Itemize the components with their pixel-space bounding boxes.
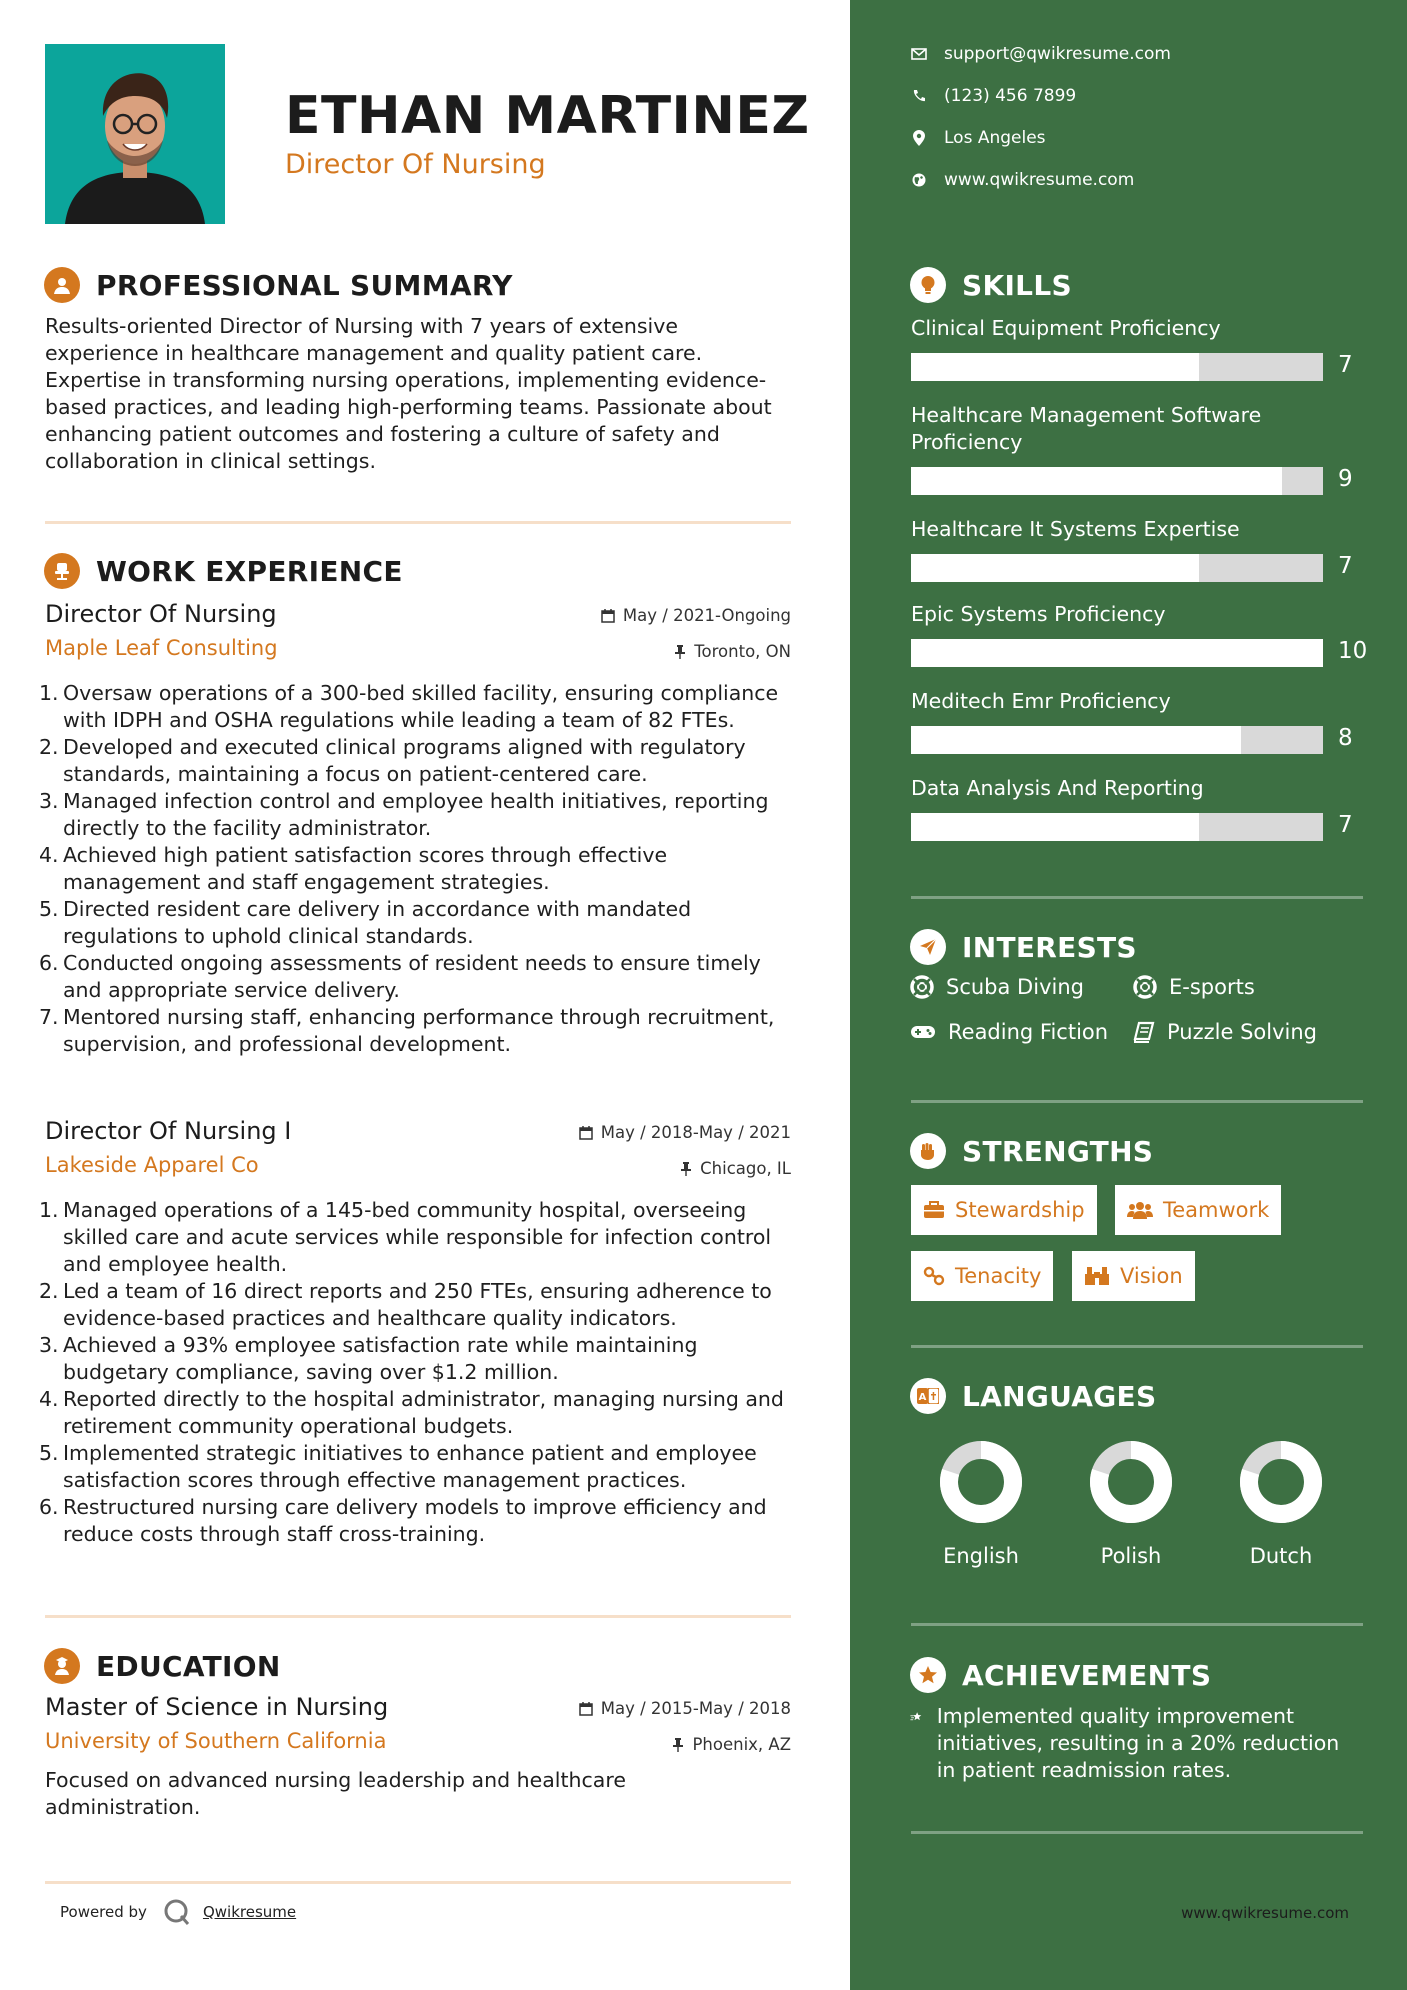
education-location: Phoenix, AZ — [672, 1735, 791, 1754]
divider — [45, 1615, 791, 1618]
job-title: Director Of Nursing I — [45, 1117, 292, 1145]
experience-heading — [44, 553, 403, 589]
skill-value: 8 — [1338, 725, 1353, 751]
skill-name: Epic Systems Proficiency — [911, 602, 1166, 626]
pin-icon — [674, 645, 686, 659]
contact-website[interactable]: www.qwikresume.com — [910, 170, 1134, 190]
skill-bar-fill — [911, 726, 1241, 754]
job-company: Lakeside Apparel Co — [45, 1153, 259, 1177]
skill-item — [911, 516, 1361, 579]
skill-name: Meditech Emr Proficiency — [911, 689, 1171, 713]
lifebuoy-icon — [1133, 975, 1157, 999]
candidate-name: ETHAN MARTINEZ — [285, 86, 810, 146]
job-dates: May / 2021-Ongoing — [601, 606, 791, 625]
language-ring — [939, 1440, 1023, 1524]
interest-item: Reading Fiction — [910, 1020, 1108, 1044]
education-entry — [45, 1693, 791, 1765]
section-title: SKILLS — [962, 268, 1072, 302]
section-title: ACHIEVEMENTS — [962, 1658, 1212, 1692]
skill-name: Healthcare Management Software Proficiency — [911, 403, 1262, 454]
svg-text:A: A — [918, 1392, 927, 1403]
globe-icon — [910, 171, 928, 189]
skill-name: Data Analysis And Reporting — [911, 776, 1204, 800]
job-bullets — [39, 680, 791, 1058]
calendar-icon — [579, 1702, 593, 1716]
skill-item — [911, 601, 1368, 664]
section-title: STRENGTHS — [962, 1134, 1154, 1168]
skill-item — [911, 775, 1361, 838]
language-item — [1076, 1440, 1186, 1568]
education-description: Focused on advanced nursing leadership and healthcare administration. — [45, 1768, 626, 1819]
education-heading — [44, 1648, 281, 1684]
briefcase-icon — [923, 1201, 945, 1219]
list-item: 3. Achieved a 93% employee satisfaction rate while maintaining budgetary compliance, saving over $1.2 million. — [39, 1333, 698, 1384]
language-label: English — [943, 1544, 1019, 1568]
list-item: 4. Reported directly to the hospital administrator, managing nursing and retirement community operational budgets. — [39, 1387, 784, 1438]
divider — [911, 1831, 1363, 1834]
avatar — [45, 44, 225, 224]
divider — [911, 1100, 1363, 1103]
list-item: 1. Oversaw operations of a 300-bed skilled facility, ensuring compliance with IDPH and OSHA regulations while leading a team of 82 FTEs. — [39, 681, 779, 732]
gamepad-icon — [910, 1023, 936, 1041]
skill-bar-fill — [911, 554, 1199, 582]
interest-item: E-sports — [1133, 975, 1255, 999]
graduate-icon — [44, 1648, 80, 1684]
book-icon — [1133, 1021, 1155, 1043]
summary-text: Results-oriented Director of Nursing with 7 years of extensive experience in healthcare management and quality patient care. Expertise in transforming nursing operations, implementing evidence-based practices, and leading high-performing teams. Passionate about enhancing patient outcomes and fostering a culture of safety and collaboration in clinical settings. — [45, 314, 772, 473]
skill-value: 7 — [1338, 352, 1353, 378]
sidebar — [850, 0, 1407, 1990]
skill-name: Healthcare It Systems Expertise — [911, 517, 1240, 541]
language-ring — [1089, 1440, 1173, 1524]
skill-bar — [911, 554, 1323, 582]
translate-icon — [910, 1378, 946, 1414]
languages-heading — [910, 1378, 1156, 1414]
skill-item — [911, 315, 1361, 378]
skill-bar-fill — [911, 467, 1282, 495]
map-marker-icon — [910, 129, 928, 147]
strength-badge: Tenacity — [911, 1251, 1053, 1301]
brand-link[interactable]: Qwikresume — [202, 1903, 297, 1921]
qwikresume-logo-icon — [163, 1898, 191, 1926]
paper-plane-icon — [910, 929, 946, 965]
strength-badge: Vision — [1072, 1251, 1195, 1301]
list-item: 2. Developed and executed clinical programs aligned with regulatory standards, maintaining a focus on patient-centered care. — [39, 735, 746, 786]
lifebuoy-icon — [910, 975, 934, 999]
job-company: Maple Leaf Consulting — [45, 636, 278, 660]
job-title: Director Of Nursing — [45, 600, 277, 628]
list-item: 7. Mentored nursing staff, enhancing performance through recruitment, supervision, and professional development. — [39, 1005, 775, 1056]
strength-badge: Stewardship — [911, 1185, 1097, 1235]
list-item: 5. Directed resident care delivery in accordance with mandated regulations to uphold clinical standards. — [39, 897, 692, 948]
job-dates: May / 2018-May / 2021 — [579, 1123, 791, 1142]
pin-icon — [680, 1162, 692, 1176]
list-item: 2. Led a team of 16 direct reports and 250 FTEs, ensuring adherence to evidence-based practices and healthcare quality indicators. — [39, 1279, 772, 1330]
envelope-icon — [910, 45, 928, 63]
calendar-icon — [601, 609, 615, 623]
list-item: 1. Managed operations of a 145-bed community hospital, overseeing skilled care and acute services while responsible for infection control and employee health. — [39, 1198, 772, 1276]
strengths-heading — [910, 1133, 1153, 1169]
skill-bar-fill — [911, 813, 1199, 841]
users-icon — [1127, 1201, 1153, 1219]
language-label: Dutch — [1249, 1544, 1313, 1568]
star-badge-icon — [910, 1657, 946, 1693]
job-location: Chicago, IL — [680, 1159, 791, 1178]
section-title: INTERESTS — [962, 930, 1137, 964]
profile-photo — [45, 44, 225, 224]
list-item: 3. Managed infection control and employee health initiatives, reporting directly to the facility administrator. — [39, 789, 769, 840]
school: University of Southern California — [45, 1729, 387, 1753]
degree: Master of Science in Nursing — [45, 1693, 389, 1721]
summary-heading — [44, 267, 513, 303]
achievements-heading — [910, 1657, 1211, 1693]
skill-value: 10 — [1338, 638, 1368, 664]
section-title: PROFESSIONAL SUMMARY — [96, 268, 513, 302]
job-entry — [39, 1117, 791, 1548]
skill-bar-fill — [911, 639, 1323, 667]
footer-website[interactable]: www.qwikresume.com — [1181, 1904, 1349, 1922]
list-item: 4. Achieved high patient satisfaction scores through effective management and staff engagement strategies. — [39, 843, 668, 894]
interest-item: Scuba Diving — [910, 975, 1084, 999]
skill-item — [911, 688, 1361, 751]
education-dates: May / 2015-May / 2018 — [579, 1699, 791, 1718]
skill-bar-fill — [911, 353, 1199, 381]
skill-value: 7 — [1338, 553, 1353, 579]
skills-heading — [910, 267, 1072, 303]
contact-email[interactable]: support@qwikresume.com — [910, 44, 1171, 64]
section-title: WORK EXPERIENCE — [96, 554, 403, 588]
achievement-item — [910, 1703, 1360, 1784]
powered-by: Powered by Qwikresume — [60, 1898, 296, 1926]
pin-icon — [672, 1738, 684, 1752]
candidate-title: Director Of Nursing — [285, 149, 546, 180]
skill-bar — [911, 353, 1323, 381]
list-item: 6. Restructured nursing care delivery models to improve efficiency and reduce costs through staff cross-training. — [39, 1495, 767, 1546]
job-bullets — [39, 1197, 791, 1548]
divider — [911, 1345, 1363, 1348]
binoculars-icon — [1084, 1266, 1110, 1286]
language-item — [926, 1440, 1036, 1568]
divider — [45, 521, 791, 524]
divider — [911, 896, 1363, 899]
phone-icon — [910, 87, 928, 105]
fist-icon — [910, 1133, 946, 1169]
divider — [45, 1881, 791, 1884]
link-icon — [923, 1266, 945, 1286]
section-title: LANGUAGES — [962, 1379, 1157, 1413]
chair-icon — [44, 553, 80, 589]
star-icon — [910, 1703, 923, 1731]
list-item: 6. Conducted ongoing assessments of resident needs to ensure timely and appropriate service delivery. — [39, 951, 761, 1002]
divider — [911, 1623, 1363, 1626]
skill-bar — [911, 639, 1323, 667]
contact-location: Los Angeles — [910, 128, 1046, 148]
section-title: EDUCATION — [96, 1649, 281, 1683]
interests-heading — [910, 929, 1137, 965]
skill-item — [911, 402, 1361, 492]
interest-item: Puzzle Solving — [1133, 1020, 1317, 1044]
achievement-text: Implemented quality improvement initiatives, resulting in a 20% reduction in patient readmission rates. — [936, 1704, 1340, 1782]
skill-value: 9 — [1338, 466, 1353, 492]
strength-badge: Teamwork — [1115, 1185, 1281, 1235]
job-location: Toronto, ON — [674, 642, 791, 661]
skill-value: 7 — [1338, 812, 1353, 838]
skill-bar — [911, 726, 1323, 754]
language-item — [1226, 1440, 1336, 1568]
skill-bar — [911, 467, 1323, 495]
user-icon — [44, 267, 80, 303]
language-label: Polish — [1100, 1544, 1162, 1568]
list-item: 5. Implemented strategic initiatives to enhance patient and employee satisfaction scores through effective management practices. — [39, 1441, 757, 1492]
job-entry — [39, 600, 791, 1058]
skill-bar — [911, 813, 1323, 841]
skill-name: Clinical Equipment Proficiency — [911, 316, 1221, 340]
calendar-icon — [579, 1126, 593, 1140]
contact-phone[interactable]: (123) 456 7899 — [910, 86, 1076, 106]
lightbulb-icon — [910, 267, 946, 303]
language-ring — [1239, 1440, 1323, 1524]
